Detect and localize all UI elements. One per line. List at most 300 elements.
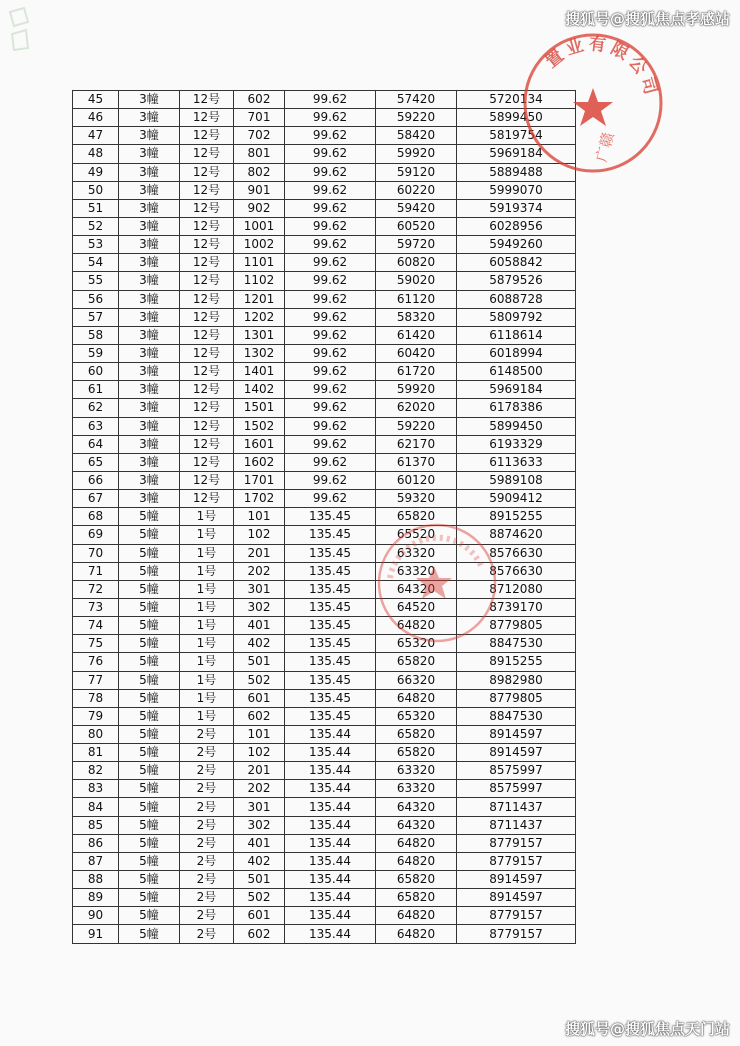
total-price-cell: 5949260 bbox=[457, 236, 576, 254]
row-number-cell: 84 bbox=[73, 798, 119, 816]
watermark-bottom: 搜狐号@搜狐焦点天门站 bbox=[564, 1020, 730, 1038]
row-number-cell: 55 bbox=[73, 272, 119, 290]
unit-price-cell: 59120 bbox=[376, 163, 457, 181]
unit-price-cell: 65820 bbox=[376, 653, 457, 671]
building-cell: 5幢 bbox=[119, 925, 180, 943]
watermark-top: 搜狐号@搜狐焦点孝感站 bbox=[564, 10, 730, 28]
area-cell: 99.62 bbox=[285, 217, 376, 235]
total-price-cell: 8914597 bbox=[457, 871, 576, 889]
total-price-cell: 6018994 bbox=[457, 344, 576, 362]
area-cell: 135.45 bbox=[285, 508, 376, 526]
row-number-cell: 67 bbox=[73, 490, 119, 508]
area-cell: 99.62 bbox=[285, 199, 376, 217]
unit-price-cell: 62170 bbox=[376, 435, 457, 453]
room-cell: 101 bbox=[234, 725, 285, 743]
unit-price-cell: 57420 bbox=[376, 91, 457, 109]
building-cell: 5幢 bbox=[119, 671, 180, 689]
unit-price-cell: 59020 bbox=[376, 272, 457, 290]
row-number-cell: 51 bbox=[73, 199, 119, 217]
row-number-cell: 52 bbox=[73, 217, 119, 235]
area-cell: 135.45 bbox=[285, 671, 376, 689]
unit-cell: 12号 bbox=[180, 381, 234, 399]
row-number-cell: 63 bbox=[73, 417, 119, 435]
total-price-cell: 8915255 bbox=[457, 653, 576, 671]
total-price-cell: 8779157 bbox=[457, 907, 576, 925]
total-price-cell: 5919374 bbox=[457, 199, 576, 217]
unit-cell: 12号 bbox=[180, 199, 234, 217]
table-row bbox=[73, 617, 576, 635]
area-cell: 135.45 bbox=[285, 580, 376, 598]
unit-cell: 12号 bbox=[180, 254, 234, 272]
table-row bbox=[73, 254, 576, 272]
unit-cell: 2号 bbox=[180, 871, 234, 889]
row-number-cell: 89 bbox=[73, 889, 119, 907]
unit-price-cell: 61120 bbox=[376, 290, 457, 308]
table-row bbox=[73, 453, 576, 471]
unit-cell: 12号 bbox=[180, 145, 234, 163]
building-cell: 3幢 bbox=[119, 181, 180, 199]
room-cell: 302 bbox=[234, 816, 285, 834]
unit-price-cell: 61370 bbox=[376, 453, 457, 471]
room-cell: 1202 bbox=[234, 308, 285, 326]
unit-cell: 12号 bbox=[180, 290, 234, 308]
room-cell: 1502 bbox=[234, 417, 285, 435]
room-cell: 401 bbox=[234, 834, 285, 852]
room-cell: 702 bbox=[234, 127, 285, 145]
total-price-cell: 5909412 bbox=[457, 490, 576, 508]
area-cell: 135.44 bbox=[285, 816, 376, 834]
area-cell: 135.44 bbox=[285, 780, 376, 798]
row-number-cell: 49 bbox=[73, 163, 119, 181]
row-number-cell: 72 bbox=[73, 580, 119, 598]
room-cell: 402 bbox=[234, 635, 285, 653]
unit-cell: 12号 bbox=[180, 417, 234, 435]
table-row bbox=[73, 689, 576, 707]
building-cell: 5幢 bbox=[119, 871, 180, 889]
area-cell: 135.45 bbox=[285, 544, 376, 562]
building-cell: 3幢 bbox=[119, 381, 180, 399]
table-row bbox=[73, 381, 576, 399]
table-row bbox=[73, 326, 576, 344]
unit-price-cell: 63320 bbox=[376, 544, 457, 562]
unit-price-cell: 59220 bbox=[376, 109, 457, 127]
building-cell: 5幢 bbox=[119, 762, 180, 780]
row-number-cell: 88 bbox=[73, 871, 119, 889]
building-cell: 5幢 bbox=[119, 816, 180, 834]
area-cell: 99.62 bbox=[285, 236, 376, 254]
row-number-cell: 87 bbox=[73, 852, 119, 870]
total-price-cell: 8915255 bbox=[457, 508, 576, 526]
unit-price-cell: 64320 bbox=[376, 798, 457, 816]
area-cell: 99.62 bbox=[285, 254, 376, 272]
room-cell: 1501 bbox=[234, 399, 285, 417]
unit-price-cell: 64520 bbox=[376, 598, 457, 616]
room-cell: 502 bbox=[234, 671, 285, 689]
room-cell: 1701 bbox=[234, 471, 285, 489]
room-cell: 602 bbox=[234, 925, 285, 943]
building-cell: 3幢 bbox=[119, 399, 180, 417]
room-cell: 801 bbox=[234, 145, 285, 163]
total-price-cell: 8711437 bbox=[457, 798, 576, 816]
table-row bbox=[73, 490, 576, 508]
row-number-cell: 56 bbox=[73, 290, 119, 308]
unit-price-cell: 60120 bbox=[376, 471, 457, 489]
area-cell: 99.62 bbox=[285, 308, 376, 326]
seal-side-text: 广赣 bbox=[592, 130, 618, 165]
table-row bbox=[73, 163, 576, 181]
table-row bbox=[73, 889, 576, 907]
room-cell: 901 bbox=[234, 181, 285, 199]
unit-price-cell: 65820 bbox=[376, 889, 457, 907]
price-table-body bbox=[73, 91, 576, 944]
area-cell: 99.62 bbox=[285, 290, 376, 308]
unit-cell: 2号 bbox=[180, 852, 234, 870]
table-row bbox=[73, 308, 576, 326]
building-cell: 3幢 bbox=[119, 127, 180, 145]
table-row bbox=[73, 653, 576, 671]
table-row bbox=[73, 744, 576, 762]
unit-cell: 12号 bbox=[180, 435, 234, 453]
building-cell: 3幢 bbox=[119, 272, 180, 290]
building-cell: 5幢 bbox=[119, 852, 180, 870]
unit-cell: 1号 bbox=[180, 526, 234, 544]
total-price-cell: 8779805 bbox=[457, 617, 576, 635]
area-cell: 99.62 bbox=[285, 490, 376, 508]
total-price-cell: 6058842 bbox=[457, 254, 576, 272]
total-price-cell: 8874620 bbox=[457, 526, 576, 544]
total-price-cell: 5879526 bbox=[457, 272, 576, 290]
area-cell: 135.45 bbox=[285, 689, 376, 707]
building-cell: 3幢 bbox=[119, 254, 180, 272]
area-cell: 135.44 bbox=[285, 725, 376, 743]
row-number-cell: 91 bbox=[73, 925, 119, 943]
unit-price-cell: 64820 bbox=[376, 834, 457, 852]
area-cell: 99.62 bbox=[285, 109, 376, 127]
table-row bbox=[73, 671, 576, 689]
unit-price-cell: 60420 bbox=[376, 344, 457, 362]
table-row bbox=[73, 181, 576, 199]
unit-cell: 2号 bbox=[180, 762, 234, 780]
table-row bbox=[73, 290, 576, 308]
table-row bbox=[73, 907, 576, 925]
area-cell: 135.44 bbox=[285, 762, 376, 780]
row-number-cell: 46 bbox=[73, 109, 119, 127]
unit-cell: 2号 bbox=[180, 798, 234, 816]
building-cell: 5幢 bbox=[119, 635, 180, 653]
room-cell: 601 bbox=[234, 689, 285, 707]
row-number-cell: 85 bbox=[73, 816, 119, 834]
total-price-cell: 8982980 bbox=[457, 671, 576, 689]
unit-price-cell: 63320 bbox=[376, 780, 457, 798]
room-cell: 1401 bbox=[234, 363, 285, 381]
row-number-cell: 69 bbox=[73, 526, 119, 544]
total-price-cell: 5969184 bbox=[457, 381, 576, 399]
table-row bbox=[73, 199, 576, 217]
table-row bbox=[73, 363, 576, 381]
row-number-cell: 81 bbox=[73, 744, 119, 762]
table-row bbox=[73, 635, 576, 653]
row-number-cell: 76 bbox=[73, 653, 119, 671]
room-cell: 501 bbox=[234, 871, 285, 889]
area-cell: 135.45 bbox=[285, 707, 376, 725]
room-cell: 1201 bbox=[234, 290, 285, 308]
table-row bbox=[73, 526, 576, 544]
building-cell: 3幢 bbox=[119, 145, 180, 163]
table-row bbox=[73, 272, 576, 290]
unit-cell: 2号 bbox=[180, 907, 234, 925]
area-cell: 99.62 bbox=[285, 381, 376, 399]
unit-price-cell: 61720 bbox=[376, 363, 457, 381]
row-number-cell: 80 bbox=[73, 725, 119, 743]
area-cell: 135.45 bbox=[285, 617, 376, 635]
row-number-cell: 79 bbox=[73, 707, 119, 725]
unit-cell: 12号 bbox=[180, 453, 234, 471]
room-cell: 101 bbox=[234, 508, 285, 526]
room-cell: 701 bbox=[234, 109, 285, 127]
unit-cell: 1号 bbox=[180, 635, 234, 653]
table-row bbox=[73, 798, 576, 816]
unit-cell: 12号 bbox=[180, 163, 234, 181]
building-cell: 3幢 bbox=[119, 236, 180, 254]
row-number-cell: 60 bbox=[73, 363, 119, 381]
row-number-cell: 90 bbox=[73, 907, 119, 925]
building-cell: 5幢 bbox=[119, 580, 180, 598]
total-price-cell: 8914597 bbox=[457, 744, 576, 762]
unit-price-cell: 60520 bbox=[376, 217, 457, 235]
table-row bbox=[73, 725, 576, 743]
building-cell: 3幢 bbox=[119, 471, 180, 489]
building-cell: 5幢 bbox=[119, 526, 180, 544]
row-number-cell: 48 bbox=[73, 145, 119, 163]
area-cell: 135.45 bbox=[285, 653, 376, 671]
area-cell: 99.62 bbox=[285, 435, 376, 453]
row-number-cell: 68 bbox=[73, 508, 119, 526]
unit-cell: 12号 bbox=[180, 363, 234, 381]
area-cell: 99.62 bbox=[285, 363, 376, 381]
room-cell: 102 bbox=[234, 526, 285, 544]
unit-price-cell: 65520 bbox=[376, 526, 457, 544]
unit-cell: 1号 bbox=[180, 598, 234, 616]
table-row bbox=[73, 562, 576, 580]
total-price-cell: 8779157 bbox=[457, 852, 576, 870]
unit-cell: 1号 bbox=[180, 671, 234, 689]
unit-cell: 12号 bbox=[180, 91, 234, 109]
room-cell: 301 bbox=[234, 798, 285, 816]
unit-cell: 12号 bbox=[180, 344, 234, 362]
table-row bbox=[73, 871, 576, 889]
building-cell: 3幢 bbox=[119, 417, 180, 435]
building-cell: 5幢 bbox=[119, 744, 180, 762]
building-cell: 5幢 bbox=[119, 617, 180, 635]
total-price-cell: 6148500 bbox=[457, 363, 576, 381]
room-cell: 402 bbox=[234, 852, 285, 870]
row-number-cell: 77 bbox=[73, 671, 119, 689]
building-cell: 3幢 bbox=[119, 308, 180, 326]
table-row bbox=[73, 91, 576, 109]
building-cell: 5幢 bbox=[119, 689, 180, 707]
unit-cell: 12号 bbox=[180, 471, 234, 489]
area-cell: 135.44 bbox=[285, 744, 376, 762]
table-row bbox=[73, 852, 576, 870]
unit-price-cell: 59220 bbox=[376, 417, 457, 435]
unit-cell: 12号 bbox=[180, 326, 234, 344]
unit-price-cell: 65820 bbox=[376, 725, 457, 743]
total-price-cell: 5819754 bbox=[457, 127, 576, 145]
room-cell: 501 bbox=[234, 653, 285, 671]
unit-cell: 2号 bbox=[180, 780, 234, 798]
unit-price-cell: 65820 bbox=[376, 871, 457, 889]
unit-cell: 2号 bbox=[180, 744, 234, 762]
building-cell: 3幢 bbox=[119, 490, 180, 508]
building-cell: 3幢 bbox=[119, 453, 180, 471]
unit-cell: 2号 bbox=[180, 834, 234, 852]
unit-cell: 12号 bbox=[180, 490, 234, 508]
building-cell: 3幢 bbox=[119, 217, 180, 235]
area-cell: 135.45 bbox=[285, 526, 376, 544]
total-price-cell: 5989108 bbox=[457, 471, 576, 489]
total-price-cell: 6118614 bbox=[457, 326, 576, 344]
unit-price-cell: 64820 bbox=[376, 852, 457, 870]
total-price-cell: 6088728 bbox=[457, 290, 576, 308]
building-cell: 5幢 bbox=[119, 725, 180, 743]
area-cell: 99.62 bbox=[285, 272, 376, 290]
building-cell: 3幢 bbox=[119, 290, 180, 308]
unit-price-cell: 64320 bbox=[376, 580, 457, 598]
total-price-cell: 8779805 bbox=[457, 689, 576, 707]
room-cell: 1101 bbox=[234, 254, 285, 272]
unit-price-cell: 64820 bbox=[376, 907, 457, 925]
unit-cell: 12号 bbox=[180, 181, 234, 199]
building-cell: 5幢 bbox=[119, 653, 180, 671]
unit-cell: 12号 bbox=[180, 399, 234, 417]
area-cell: 99.62 bbox=[285, 471, 376, 489]
building-cell: 3幢 bbox=[119, 435, 180, 453]
unit-cell: 12号 bbox=[180, 272, 234, 290]
unit-cell: 1号 bbox=[180, 689, 234, 707]
total-price-cell: 8576630 bbox=[457, 544, 576, 562]
total-price-cell: 5720134 bbox=[457, 91, 576, 109]
row-number-cell: 53 bbox=[73, 236, 119, 254]
room-cell: 401 bbox=[234, 617, 285, 635]
row-number-cell: 45 bbox=[73, 91, 119, 109]
table-row bbox=[73, 598, 576, 616]
room-cell: 902 bbox=[234, 199, 285, 217]
building-cell: 3幢 bbox=[119, 109, 180, 127]
building-cell: 3幢 bbox=[119, 199, 180, 217]
total-price-cell: 8575997 bbox=[457, 780, 576, 798]
row-number-cell: 50 bbox=[73, 181, 119, 199]
row-number-cell: 54 bbox=[73, 254, 119, 272]
room-cell: 1302 bbox=[234, 344, 285, 362]
area-cell: 135.45 bbox=[285, 562, 376, 580]
total-price-cell: 8847530 bbox=[457, 707, 576, 725]
unit-cell: 2号 bbox=[180, 925, 234, 943]
room-cell: 802 bbox=[234, 163, 285, 181]
unit-price-cell: 64820 bbox=[376, 925, 457, 943]
unit-price-cell: 58420 bbox=[376, 127, 457, 145]
unit-cell: 1号 bbox=[180, 562, 234, 580]
building-cell: 5幢 bbox=[119, 780, 180, 798]
area-cell: 135.45 bbox=[285, 598, 376, 616]
area-cell: 99.62 bbox=[285, 326, 376, 344]
total-price-cell: 6178386 bbox=[457, 399, 576, 417]
table-row bbox=[73, 925, 576, 943]
unit-price-cell: 58320 bbox=[376, 308, 457, 326]
unit-price-cell: 64820 bbox=[376, 617, 457, 635]
row-number-cell: 61 bbox=[73, 381, 119, 399]
area-cell: 135.44 bbox=[285, 889, 376, 907]
room-cell: 102 bbox=[234, 744, 285, 762]
room-cell: 202 bbox=[234, 562, 285, 580]
unit-price-cell: 59920 bbox=[376, 145, 457, 163]
row-number-cell: 59 bbox=[73, 344, 119, 362]
building-cell: 5幢 bbox=[119, 889, 180, 907]
unit-price-cell: 63320 bbox=[376, 562, 457, 580]
room-cell: 1102 bbox=[234, 272, 285, 290]
row-number-cell: 74 bbox=[73, 617, 119, 635]
unit-cell: 1号 bbox=[180, 508, 234, 526]
row-number-cell: 62 bbox=[73, 399, 119, 417]
total-price-cell: 5809792 bbox=[457, 308, 576, 326]
table-row bbox=[73, 435, 576, 453]
building-cell: 5幢 bbox=[119, 907, 180, 925]
area-cell: 99.62 bbox=[285, 417, 376, 435]
area-cell: 135.44 bbox=[285, 834, 376, 852]
unit-price-cell: 66320 bbox=[376, 671, 457, 689]
unit-price-cell: 59320 bbox=[376, 490, 457, 508]
total-price-cell: 5899450 bbox=[457, 109, 576, 127]
total-price-cell: 6193329 bbox=[457, 435, 576, 453]
total-price-cell: 8575997 bbox=[457, 762, 576, 780]
unit-price-cell: 65820 bbox=[376, 508, 457, 526]
row-number-cell: 86 bbox=[73, 834, 119, 852]
total-price-cell: 8739170 bbox=[457, 598, 576, 616]
area-cell: 135.45 bbox=[285, 635, 376, 653]
total-price-cell: 8712080 bbox=[457, 580, 576, 598]
unit-price-cell: 63320 bbox=[376, 762, 457, 780]
area-cell: 99.62 bbox=[285, 399, 376, 417]
row-number-cell: 64 bbox=[73, 435, 119, 453]
unit-cell: 1号 bbox=[180, 617, 234, 635]
building-cell: 5幢 bbox=[119, 834, 180, 852]
area-cell: 135.44 bbox=[285, 798, 376, 816]
area-cell: 99.62 bbox=[285, 127, 376, 145]
table-row bbox=[73, 127, 576, 145]
room-cell: 602 bbox=[234, 707, 285, 725]
total-price-cell: 8914597 bbox=[457, 889, 576, 907]
building-cell: 5幢 bbox=[119, 707, 180, 725]
total-price-cell: 8779157 bbox=[457, 834, 576, 852]
area-cell: 99.62 bbox=[285, 344, 376, 362]
unit-cell: 12号 bbox=[180, 217, 234, 235]
building-cell: 3幢 bbox=[119, 363, 180, 381]
room-cell: 1002 bbox=[234, 236, 285, 254]
room-cell: 602 bbox=[234, 91, 285, 109]
table-row bbox=[73, 580, 576, 598]
unit-cell: 1号 bbox=[180, 653, 234, 671]
total-price-cell: 5969184 bbox=[457, 145, 576, 163]
unit-price-cell: 64820 bbox=[376, 689, 457, 707]
total-price-cell: 5899450 bbox=[457, 417, 576, 435]
total-price-cell: 5889488 bbox=[457, 163, 576, 181]
room-cell: 1601 bbox=[234, 435, 285, 453]
unit-price-cell: 65820 bbox=[376, 744, 457, 762]
area-cell: 99.62 bbox=[285, 453, 376, 471]
table-row bbox=[73, 471, 576, 489]
room-cell: 1602 bbox=[234, 453, 285, 471]
unit-price-cell: 62020 bbox=[376, 399, 457, 417]
room-cell: 1301 bbox=[234, 326, 285, 344]
